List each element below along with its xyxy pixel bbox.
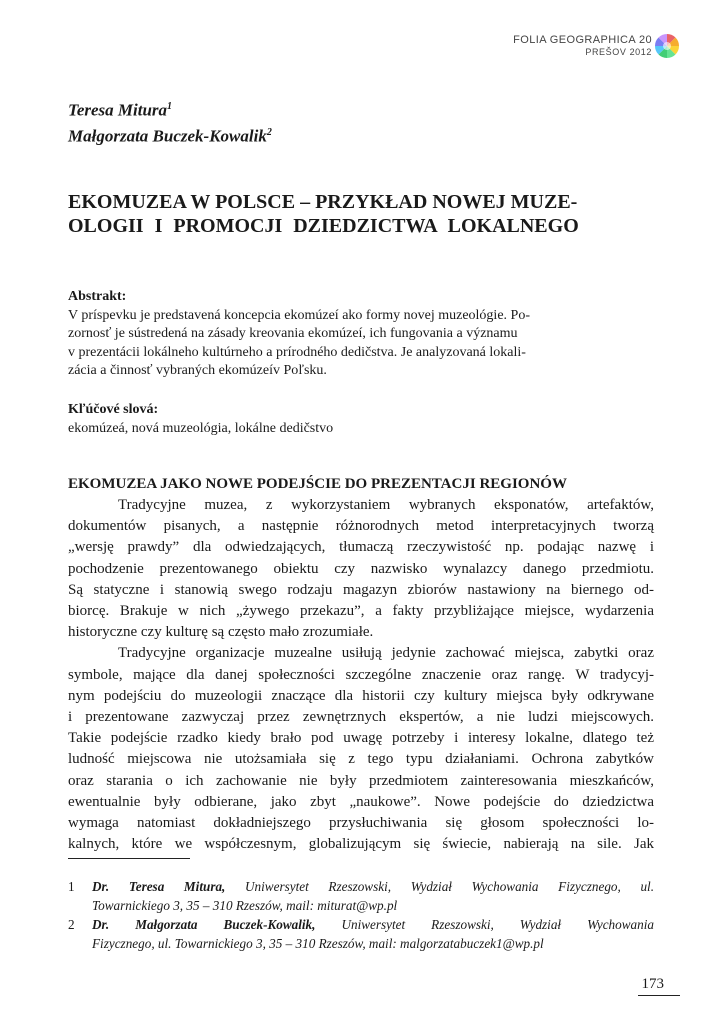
body-line: dokumentów pisanych, a następnie różnorodnych metod interpretacyjnych tworzą bbox=[68, 518, 654, 535]
title-line-1: EKOMUZEA W POLSCE – PRZYKŁAD NOWEJ MUZE- bbox=[68, 191, 578, 213]
body-line: oraz starania o ich zachowanie nie były przedmiotem zainteresowania mieszkańców, bbox=[68, 772, 654, 789]
page-number: 173 bbox=[641, 976, 664, 992]
body-line: „wersję prawdy” dla odwiedzających, tłumaczą rzeczywistość np. podając nazwę i bbox=[68, 539, 654, 556]
body-line: kalnych, które we współczesnym, globalizującym się świecie, nabierają na sile. Jak bbox=[68, 836, 654, 853]
abstract-line: zácia a činnosť vybraných ekomúzeív Poľsku. bbox=[68, 363, 327, 378]
body-line: symbole, mające dla danej społeczności szczególne znaczenie oraz rangę. W tradycyj- bbox=[68, 666, 654, 683]
logo-center bbox=[663, 42, 671, 50]
page-number-rule bbox=[638, 995, 680, 996]
body-line: historyczne czy kulturę są często mało zrozumiałe. bbox=[68, 624, 374, 641]
body-line: ewentualnie były odbierane, jako zbyt „naukowe”. Nowe podejście do dziedzictwa bbox=[68, 793, 654, 810]
footnote-affiliation: Uniwersytet Rzeszowski, Wydział Wychowania Fizycznego, ul. bbox=[245, 879, 655, 894]
journal-header bbox=[513, 34, 652, 58]
keywords-label: Kľúčové slová: bbox=[68, 402, 159, 417]
body-line: Takie podejście rzadko kiedy brało pod uwagę potrzeby i interesy lokalne, dlatego też bbox=[68, 730, 654, 747]
keywords-text: ekomúzeá, nová muzeológia, lokálne dedičstvo bbox=[68, 420, 334, 436]
footnote-address: Towarnickiego 3, 35 – 310 Rzeszów, mail: miturat@wp.pl bbox=[92, 898, 398, 913]
abstract bbox=[68, 288, 654, 381]
journal-place-year: PREŠOV 2012 bbox=[585, 47, 652, 57]
body-line: Tradycyjne organizacje muzealne usiłują jedynie zachować miejsca, zabytki oraz bbox=[118, 645, 654, 662]
footnote-2 bbox=[68, 915, 654, 953]
title-line-2: OLOGII I PROMOCJI DZIEDZICTWA LOKALNEGO bbox=[68, 215, 579, 237]
body-line: pochodzenie prezentowanego obiektu czy nazwisko wynalazcy danego przedmiotu. bbox=[68, 560, 654, 577]
footnote-number: 2 bbox=[68, 917, 75, 932]
section-heading: EKOMUZEA JAKO NOWE PODEJŚCIE DO PREZENTACJI REGIONÓW bbox=[68, 476, 567, 492]
article-title bbox=[68, 190, 656, 238]
footnote-author: Dr. Teresa Mitura, bbox=[92, 879, 226, 894]
footnote-author: Dr. Małgorzata Buczek-Kowalik, bbox=[92, 917, 316, 932]
body-line: wymaga natomiast dokładniejszego przysłuchiwania się głosom społeczności lo- bbox=[68, 815, 654, 832]
body-line: Są statyczne i stanowią swego rodzaju magazyn zbiorów nastawiony na biernego od- bbox=[68, 581, 654, 598]
body-line: nym podejściu do muzeologii znaczące dla historii czy kultury miejsca były odkrywane bbox=[68, 687, 654, 704]
author-2: Małgorzata Buczek-Kowalik$^2$ bbox=[68, 126, 272, 146]
body-line: Tradycyjne muzea, z wykorzystaniem wybranych eksponatów, artefaktów, bbox=[118, 497, 654, 513]
body-text bbox=[68, 495, 654, 855]
abstract-line: V príspevku je predstavená koncepcia ekomúzeí ako formy novej muzeológie. Po- bbox=[68, 307, 530, 323]
footnote-number: 1 bbox=[68, 879, 75, 894]
footnote-address: Fizycznego, ul. Towarnickiego 3, 35 – 310 Rzeszów, mail: malgorzatabuczek1@wp.pl bbox=[92, 936, 544, 951]
abstract-label: Abstrakt: bbox=[68, 289, 127, 304]
body-line: ludność miejscowa nie utożsamiała się z tego typu działaniami. Ochrona zabytków bbox=[68, 751, 654, 768]
journal-logo-icon bbox=[654, 33, 680, 59]
keywords bbox=[68, 401, 654, 438]
footnote-affiliation: Uniwersytet Rzeszowski, Wydział Wychowania bbox=[341, 917, 654, 932]
author-1: Teresa Mitura$^1$ bbox=[68, 100, 173, 120]
authors-block bbox=[68, 96, 272, 147]
abstract-line: v prezentácii lokálneho kultúrneho a prírodného dedičstva. Je analyzovaná lokali- bbox=[68, 344, 526, 360]
abstract-line: zornosť je sústredená na zásady kreovania ekomúzeí, ich fungovania a významu bbox=[68, 326, 518, 341]
body-line: i prezentowane zazwyczaj przez zewnętrznych ekspertów, a nie ludzi miejscowych. bbox=[68, 709, 654, 726]
footnotes bbox=[68, 877, 654, 953]
journal-name: FOLIA GEOGRAPHICA 20 bbox=[513, 34, 652, 46]
footnote-divider bbox=[68, 858, 190, 859]
body-line: biorcę. Brakuje w nich „żywego przekazu”, a fakty przybliżające miejsce, wydarzenia bbox=[68, 603, 654, 620]
footnote-1 bbox=[68, 877, 654, 915]
